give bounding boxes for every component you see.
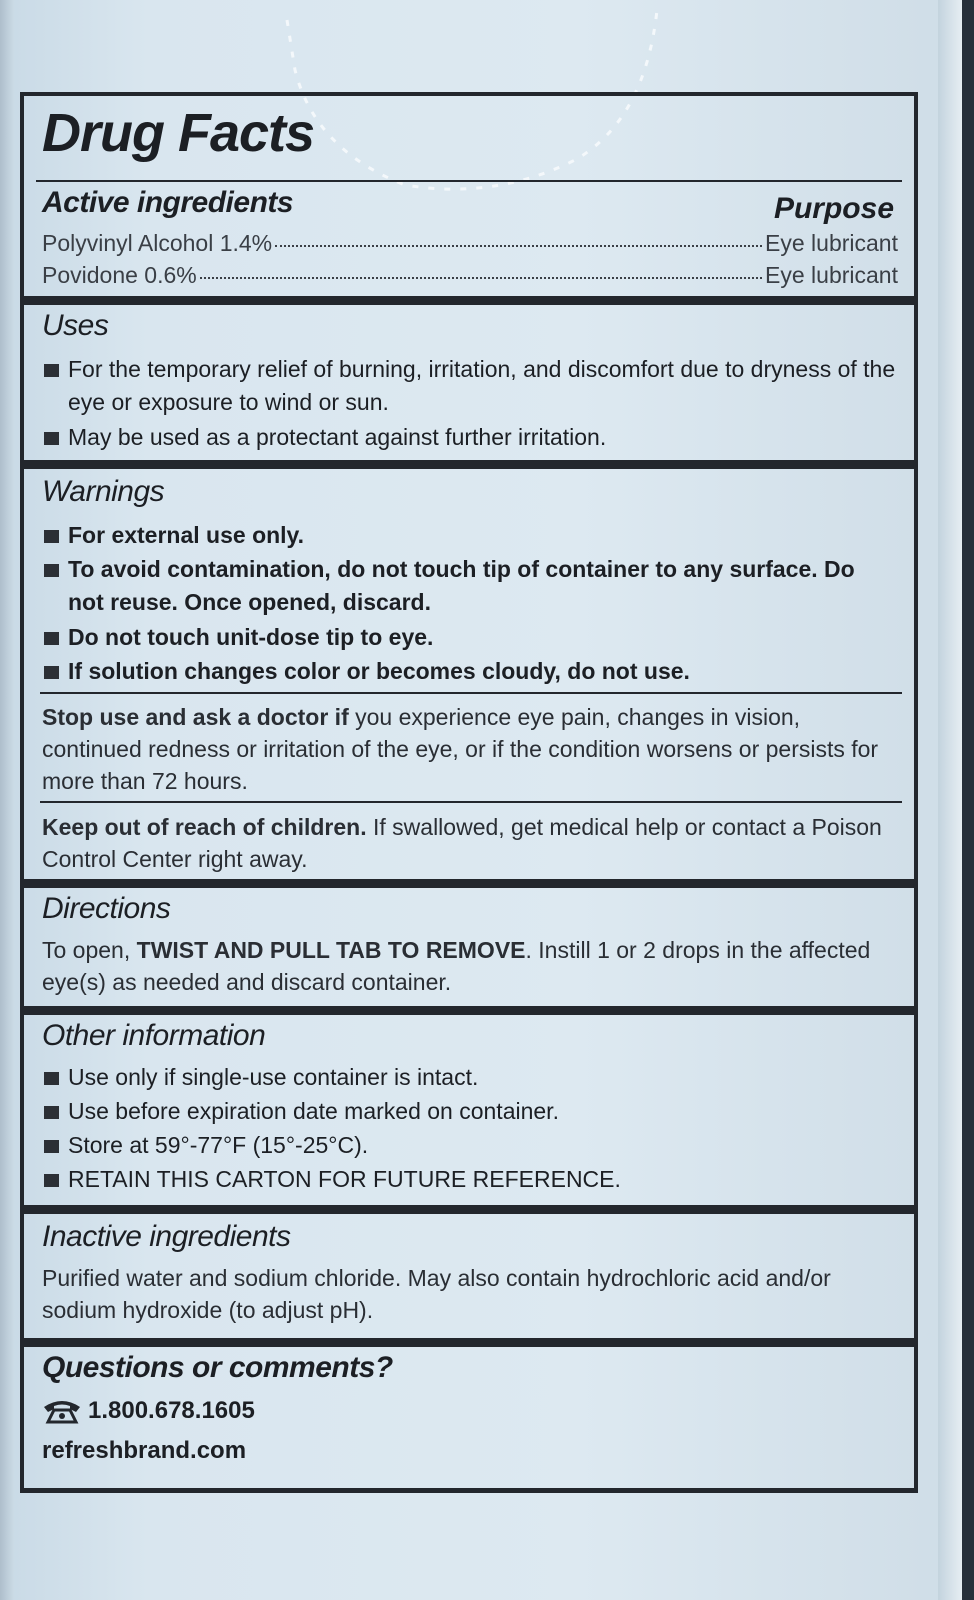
ingredient-name: Polyvinyl Alcohol 1.4% [42,230,273,256]
uses-section [24,305,914,460]
directions-section [24,888,914,1006]
section-divider [24,1338,914,1347]
other-item: Use before expiration date marked on container. [42,1095,902,1128]
website-link[interactable]: refreshbrand.com [42,1437,247,1464]
active-ingredients-heading: Active ingredients [42,186,294,219]
leader-dots [200,277,762,279]
drug-facts-title: Drug Facts [42,103,315,163]
ingredient-name: Povidone 0.6% [42,262,197,288]
warning-item: For external use only. [42,519,902,552]
other-item: RETAIN THIS CARTON FOR FUTURE REFERENCE. [42,1163,902,1196]
phone-number: 1.800.678.1605 [88,1397,255,1424]
section-divider [24,1205,914,1214]
ingredient-purpose: Eye lubricant [765,262,898,288]
title-divider [36,180,902,182]
directions-heading: Directions [42,892,171,925]
inactive-ingredients-text: Purified water and sodium chloride. May also contain hydrochloric acid and/or sodium hydroxide (to adjust pH). [42,1265,831,1323]
warnings-section [24,469,914,879]
uses-item: For the temporary relief of burning, irritation, and discomfort due to dryness of the eye or exposure to wind or sun. [42,353,902,419]
stop-use-lead: Stop use and ask a doctor if [42,704,349,730]
purpose-heading: Purpose [773,192,894,225]
stop-use-text: you experience eye pain, changes in vision, continued redness or irritation of the eye, or if the condition worsens or persists for more than 72 hours. [42,704,879,794]
leader-dots [275,245,762,247]
telephone-icon [42,1398,82,1424]
ingredient-purpose: Eye lubricant [765,230,898,256]
section-divider [24,1006,914,1015]
stop-use-paragraph [42,701,902,797]
uses-item: May be used as a protectant against further irritation. [42,421,902,454]
warnings-subdivider [40,692,902,694]
phone-row[interactable] [42,1397,255,1425]
section-divider [24,296,914,305]
directions-text-end: . Instill 1 or 2 drops in the affected eye(s) as needed and discard container. [42,937,871,995]
active-ingredients-section [24,184,914,296]
warning-item: Do not touch unit-dose tip to eye. [42,621,902,654]
section-divider [24,460,914,469]
questions-heading: Questions or comments? [42,1351,393,1384]
ingredient-row [42,262,898,294]
uses-heading: Uses [42,309,109,342]
warning-item: If solution changes color or becomes cloudy, do not use. [42,655,902,688]
section-divider [24,879,914,888]
carton-left-edge [0,0,14,1600]
children-text: If swallowed, get medical help or contact a Poison Control Center right away. [42,814,882,872]
directions-text-bold: TWIST AND PULL TAB TO REMOVE [136,937,526,963]
carton-right-edge [938,0,962,1600]
inactive-ingredients-section [24,1214,914,1338]
other-item: Use only if single-use container is intact. [42,1061,902,1094]
directions-text [42,934,902,998]
directions-text-start: To open, [42,937,137,963]
children-lead: Keep out of reach of children. [42,814,367,840]
other-information-section [24,1015,914,1205]
other-item: Store at 59°-77°F (15°-25°C). [42,1129,902,1162]
other-information-heading: Other information [42,1019,266,1052]
questions-section [24,1347,914,1488]
warning-item: To avoid contamination, do not touch tip of container to any surface. Do not reuse. Once opened, discard. [42,553,882,619]
warnings-heading: Warnings [42,475,165,508]
children-paragraph [42,811,902,875]
ingredient-row [42,230,898,262]
warnings-subdivider [40,801,902,803]
drug-facts-panel [20,92,918,1493]
inactive-ingredients-heading: Inactive ingredients [42,1220,291,1253]
